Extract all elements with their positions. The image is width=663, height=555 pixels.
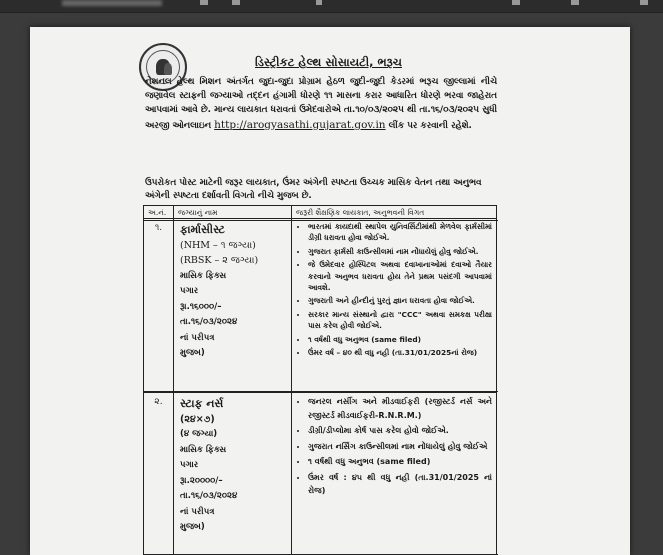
table-row — [143, 218, 497, 392]
post-line: (૨૪×૭) — [180, 413, 215, 425]
post-line: મુજબ) — [180, 522, 205, 532]
post-name: સ્ટાફ નર્સ — [180, 397, 224, 410]
page-title: ડિસ્ટ્રીકટ હેલ્થ સોસાયટી, ભરૂચ — [255, 55, 402, 69]
toolbar-icon[interactable] — [640, 0, 648, 5]
qualification-cell — [292, 219, 498, 392]
post-line: પગાર — [180, 460, 199, 470]
list-item: • ગુજરાત નર્સિંગ કાઉન્સીલમાં નામ નોંધાયેલું હોવુ જોઈએ — [308, 440, 492, 454]
header-cell-qualification: જરૂરી શૈક્ષણિક લાયકાત, અનુભવની વિગત — [292, 206, 498, 221]
post-line: રૂા.૧૬૦૦૦/– — [180, 301, 222, 312]
intro-text: નેશનલ હેલ્થ મિશન અંતર્ગત જુદા-જુદા પ્રોગ્રામ હેઠળ જુદી-જુદી કેડરમાં ભરૂચ જીલ્લામાં નીચે જણાવેલ સ્ટાફની જગ્યાઓ તદ્દન હંગામી ધોરણે ૧૧ માસના કરાર આધારિત ધોરણે ભરવા જાહેરાત આપવામાં આવે છે. માન્ય લાયકાત ધરાવતાં ઉમેદવારોએ તા.૧૦/૦૩/૨૦૨૫ થી તા.૧૬/૦૩/૨૦૨૫ સુધી અરજી ઓનલાઇન — [145, 77, 497, 131]
list-item: • જે ઉમેદવાર હોસ્પિટલ અથવા દવાખાનાઓમાં દવાઓ તૈયાર કરવાનો અનુભવ ધરાવતા હોય તેને પ્રથમ પસંદગી આપવામાં આવશે. — [308, 259, 492, 293]
post-line: (RBSK – ૨ જગ્યા) — [180, 255, 259, 266]
list-item: • જનરલ નર્સીગ અને મીડવાઈફરી (રજીસ્ટર્ડ નર્સ અને રજીસ્ટર્ડ મીડવાઈફરી-R.N.R.M.) — [308, 395, 492, 422]
header-cell-num: અ.નં. — [144, 206, 174, 221]
intro-paragraph — [145, 75, 497, 133]
post-line: તા.૧૬/૦૩/૨૦૨૪ — [180, 491, 238, 501]
toolbar-icon[interactable] — [200, 0, 208, 5]
post-name-cell — [174, 219, 292, 392]
list-item: • ૧ વર્ષથી વધુ અનુભવ (same filed) — [308, 455, 492, 469]
list-item: • ગુજરાત ફાર્મસી કાઉન્સીલમાં નામ નોંધાયેલું હોવુ જોઈએ. — [308, 246, 492, 257]
row-number: ૧. — [144, 219, 174, 392]
list-item: • ભારતમાં કાયદાથી સ્થાપેલ યુનિવર્સિટીમાંથી મેળવેલ ફાર્મસીમાં ડીગ્રી ધરાવતા હોવા જોઈએ. — [308, 221, 492, 244]
list-item: • સરકાર માન્ય સંસ્થાનો દ્વારા "CCC" અથવા સમકક્ષ પરીક્ષા પાસ કરેલ હોવી જોઈએ. — [308, 309, 492, 332]
viewer-toolbar — [0, 0, 663, 13]
qualification-list — [292, 219, 498, 358]
list-item: • ગુજરાતી અને હીન્દીનું પુરતું જ્ઞાન ધરાવતા હોવા જોઈએ. — [308, 295, 492, 306]
list-item: • ઉંમર વર્ષ : ૪૫ થી વધુ નહી (તા.31/01/2025 નાં રોજ) — [308, 471, 492, 498]
list-item: • ડીગ્રી/ડીપ્લોમા કોર્ષ પાસ કરેલ હોવો જોઈએ. — [308, 424, 492, 438]
post-line: નાં પરીપત્ર — [180, 506, 215, 517]
header-cell-post: જગ્યાનું નામ — [174, 206, 292, 221]
toolbar-icon[interactable] — [316, 0, 322, 5]
toolbar-icon[interactable] — [232, 0, 240, 5]
post-line: (NHM – ૧ જગ્યા) — [180, 239, 256, 251]
post-name: ફાર્માસીસ્ટ — [180, 223, 225, 236]
post-line: રૂા.૨૦૦૦૦/– — [180, 475, 223, 486]
post-line: (૪ જગ્યા) — [180, 429, 218, 439]
post-line: તા.૧૬/૦૩/૨૦૨૪ — [180, 317, 238, 327]
list-item: • ૧ વર્ષથી વધુ અનુભવ (same filed) — [308, 334, 492, 345]
qualification-list — [292, 393, 498, 498]
post-line: મુજબ) — [180, 348, 205, 358]
post-line: માસિક ફિક્સ — [180, 444, 227, 455]
post-name-cell — [174, 393, 292, 555]
intro-text-end: લીંક પર કરવાની રહેશે. — [388, 120, 472, 131]
toolbar-icon[interactable] — [571, 0, 579, 5]
table-row — [143, 392, 497, 555]
post-line: માસિક ફિક્સ — [180, 270, 227, 281]
toolbar-icon[interactable] — [512, 0, 520, 5]
list-item: • ઉંમર વર્ષ – ૪૦ થી વધુ નહી (તા.31/01/2025નાં રોજ) — [308, 347, 492, 358]
post-line: નાં પરીપત્ર — [180, 332, 215, 343]
qualification-cell — [292, 393, 498, 555]
row-number: ૨. — [144, 393, 174, 555]
intro-paragraph-2: ઉપરોકત પોસ્ટ માટેની જરૂર લાયકાત, ઉંમર અંગેની સ્પષ્ટતા ઉચ્ચક માસિક વેતન તથા અનુભવ અંગેની સ્પષ્ટતા દર્શાવતી વિગતો નીચે મુજબ છે. — [145, 178, 482, 201]
toolbar-title — [62, 0, 162, 6]
website-link[interactable]: http://arogyasathi.gujarat.gov.in — [214, 118, 386, 131]
post-line: પગાર — [180, 286, 199, 296]
